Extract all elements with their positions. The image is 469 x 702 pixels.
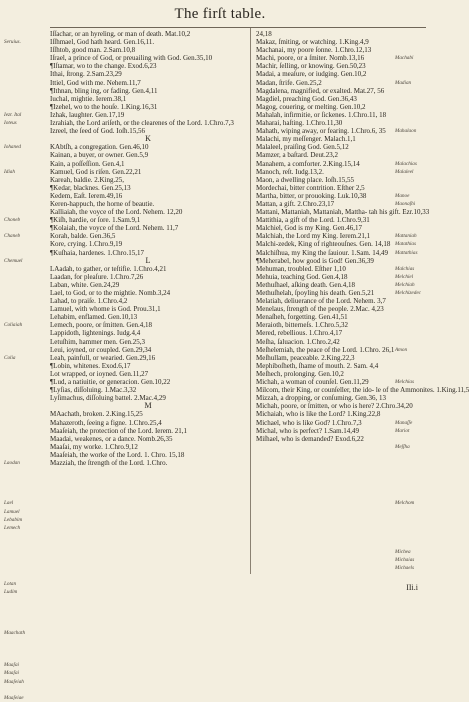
- margin-note: [395, 451, 439, 459]
- margin-note: [395, 321, 439, 329]
- dictionary-entry: Michah, a woman of counſel. Gen.11,29: [256, 378, 369, 387]
- margin-note: [395, 111, 439, 119]
- margin-note: [4, 54, 48, 62]
- dictionary-entry: Mered, rebellious. 1.Chro.4,17: [256, 329, 343, 338]
- margin-note: Iohaned: [4, 144, 21, 151]
- dictionary-entry: Lamuel, with whome is God. Prou.31,1: [50, 305, 161, 314]
- margin-note: Machabi: [395, 55, 414, 62]
- margin-note: Laodan: [4, 459, 20, 466]
- margin-note: [395, 508, 439, 516]
- margin-note: Lotan: [4, 581, 17, 588]
- margin-note: [4, 597, 48, 605]
- margin-note: Maachath: [4, 629, 26, 636]
- margin-note: Mattaniah: [395, 233, 417, 240]
- margin-note: [4, 151, 48, 159]
- margin-note: [395, 216, 439, 224]
- margin-note: [4, 208, 48, 216]
- margin-note: [395, 516, 439, 524]
- margin-note: [4, 135, 48, 143]
- dictionary-entry: Korah, balde. Gen.36,5: [50, 232, 116, 241]
- dictionary-entry: Maon, a dwelling place. Ioſh.15,55: [256, 175, 354, 184]
- dictionary-entry: Makaz, ſmiting, or watching. 1.King.4,9: [256, 38, 369, 47]
- dictionary-entry: Lyſimachus, diſſoluing battel. 2.Mac.4,29: [50, 394, 166, 403]
- margin-note: [4, 273, 48, 281]
- margin-note: [4, 176, 48, 184]
- margin-note: [395, 410, 439, 418]
- dictionary-entry: ¶Lud, a natiuitie, or generacion. Gen.10,22: [50, 378, 171, 387]
- margin-note: [4, 95, 48, 103]
- dictionary-entry: MAachath, broken. 2.King.15,25: [50, 410, 143, 419]
- margin-note: [4, 103, 48, 111]
- margin-note: Mariot: [395, 427, 410, 434]
- margin-note: [4, 637, 48, 645]
- margin-note: [4, 613, 48, 621]
- dictionary-entry: Michaiah, who is like the Lord? 1.King.22,8: [256, 410, 381, 419]
- dictionary-entry: ¶Kiſh, hardie, or ſore. 1.Sam.9,1: [50, 216, 141, 225]
- dictionary-entry: Letuſhim, hammer men. Gen.25,3: [50, 337, 146, 346]
- margin-note: [395, 362, 439, 370]
- margin-note: Meſſha: [395, 443, 410, 450]
- margin-note: [4, 564, 48, 572]
- margin-note: [4, 297, 48, 305]
- margin-note: Maaſai: [4, 670, 19, 677]
- margin-note: Maonaſhi: [395, 200, 416, 207]
- margin-note: Malaleel: [395, 168, 414, 175]
- page-signature: IIi.i: [406, 583, 418, 592]
- margin-note: [395, 338, 439, 346]
- margin-note: Melchiah: [395, 281, 415, 288]
- margin-note: [395, 394, 439, 402]
- margin-note: [395, 70, 439, 78]
- dictionary-entry: Laban, white. Gen.24,29: [50, 280, 120, 289]
- right-margin-notes: [395, 30, 439, 572]
- margin-note: [395, 435, 439, 443]
- dictionary-entry: Maaſai, my worke. 1.Chro.9,12: [50, 442, 138, 451]
- margin-note: [395, 119, 439, 127]
- margin-note: [4, 467, 48, 475]
- margin-note: Choneb: [4, 217, 21, 224]
- margin-note: [395, 184, 439, 192]
- dictionary-entry: Maadai, weakenes, or a dance. Nomb.26,35: [50, 434, 173, 443]
- margin-note: Amon: [395, 346, 408, 353]
- dictionary-entry: Mazziah, the ſtrength of the Lord. 1.Chro.: [50, 458, 168, 467]
- dictionary-entry: Methuſhael, aſking death. Gen.4,18: [256, 280, 355, 289]
- margin-note: Matathias: [395, 241, 417, 248]
- margin-note: [4, 435, 48, 443]
- margin-note: [395, 524, 439, 532]
- dictionary-entry: Malchiſhua, my King the ſauiour. 1.Sam. 14,49: [256, 248, 389, 257]
- margin-note: [4, 30, 48, 38]
- section-letter: M: [144, 401, 152, 411]
- dictionary-entry: Leah, painfull, or wearied. Gen.29,16: [50, 353, 156, 362]
- margin-note: Melchiel: [395, 273, 414, 280]
- margin-note: [395, 532, 439, 540]
- dictionary-entry: Miſhael, who is demanded? Exod.6,22: [256, 434, 364, 443]
- margin-note: [4, 329, 48, 337]
- dictionary-entry: Kedem, Eaſt. Ierem.49,16: [50, 191, 123, 200]
- margin-note: Malachias: [395, 160, 417, 167]
- margin-note: [395, 475, 439, 483]
- margin-note: [4, 427, 48, 435]
- dictionary-entry: Malchiah, the Lord my King. Ierem.21,1: [256, 232, 371, 241]
- dictionary-entry: Maaſeiah, the protection of the Lord. Ierem. 21,1: [50, 426, 188, 435]
- margin-note: [4, 346, 48, 354]
- margin-note: [4, 686, 48, 694]
- dictionary-entry: Lappidoth, lightenings. Iudg.4,4: [50, 329, 141, 338]
- margin-note: [395, 540, 439, 548]
- margin-note: [395, 224, 439, 232]
- dictionary-entry: Michah, poore, or ſmitten, or who is here? 2.Chro.34,20: [256, 402, 413, 411]
- dictionary-entry: Manahem, a comforter. 2.King.15,14: [256, 159, 360, 168]
- margin-note: Chaneb: [4, 233, 21, 240]
- dictionary-entry: Izrahiah, the Lord ariſeth, or the clearenes of the Lord. 1.Chro.7,3: [50, 119, 234, 128]
- margin-note: [395, 103, 439, 111]
- dictionary-entry: Martha, bitter, or prouoking. Luk.10,38: [256, 191, 367, 200]
- dictionary-entry: Mordechai, bitter contrition. Eſther 2,5: [256, 183, 365, 192]
- dictionary-entry: ¶Kuſhaia, hardenes. 1.Chro.15,17: [50, 248, 144, 257]
- dictionary-entry: Melatiah, deliuerance of the Lord. Nehem. 3,7: [256, 297, 386, 306]
- margin-note: [4, 362, 48, 370]
- margin-note: [4, 548, 48, 556]
- dictionary-entry: Manoch, reſt. Iudg.13,2.: [256, 167, 324, 176]
- margin-note: [4, 79, 48, 87]
- dictionary-entry: Lehabim, enflamed. Gen.10,13: [50, 313, 138, 322]
- margin-note: [395, 297, 439, 305]
- margin-note: [4, 605, 48, 613]
- margin-note: [395, 491, 439, 499]
- margin-note: [4, 224, 48, 232]
- margin-note: [395, 370, 439, 378]
- margin-note: [4, 127, 48, 135]
- margin-note: [395, 386, 439, 394]
- margin-note: [395, 313, 439, 321]
- dictionary-entry: ¶Kolaiah, the voyce of the Lord. Nehem. 11,7: [50, 224, 179, 233]
- margin-note: [395, 151, 439, 159]
- margin-note: [395, 62, 439, 70]
- dictionary-entry: Izreel, the ſeed of God. Ioſh.15,56: [50, 127, 146, 136]
- dictionary-entry: Malaleel, praiſing God. Gen.5,12: [256, 143, 349, 152]
- margin-note: Colia: [4, 354, 16, 361]
- section-letter: K: [145, 134, 151, 144]
- margin-note: Melchom: [395, 500, 415, 507]
- dictionary-entry: ¶Ithnan, bling ing, or fading. Gen.4,11: [50, 86, 158, 95]
- margin-note: [395, 467, 439, 475]
- dictionary-entry: Machanai, my poore ſonne. 1.Chro.12,13: [256, 46, 372, 55]
- margin-note: [4, 249, 48, 257]
- dictionary-entry: Malchi-zedek, King of righteouſnes. Gen. 14,18: [256, 240, 391, 249]
- dictionary-entry: Iſſhmael, God hath heard. Gen.16,11.: [50, 38, 155, 47]
- margin-note: [395, 87, 439, 95]
- margin-note: Melchizedec: [395, 290, 421, 296]
- page-title: The firſt table.: [174, 6, 266, 22]
- dictionary-entry: ¶Lyſias, diſſoluing. 1.Mac.3,32: [50, 386, 137, 395]
- dictionary-entry: Mephiboſheth, ſhame of mouth. 2. Sam. 4,4: [256, 361, 379, 370]
- margin-note: [395, 483, 439, 491]
- margin-note: [4, 645, 48, 653]
- dictionary-entry: Mehuman, troubled. Eſther 1,10: [256, 264, 346, 273]
- margin-note: [395, 46, 439, 54]
- dictionary-entry: Kamuel, God is riſen. Gen.22,21: [50, 167, 142, 176]
- dictionary-entry: Magdiel, preaching God. Gen.36,43: [256, 94, 357, 103]
- section-letter: L: [145, 255, 151, 265]
- dictionary-entry: Meraioth, bitterneſs. 1.Chro.5,32: [256, 321, 348, 330]
- margin-note: [4, 443, 48, 451]
- margin-note: [395, 402, 439, 410]
- margin-note: [4, 386, 48, 394]
- margin-note: Lamuel: [4, 508, 20, 515]
- dictionary-entry: Meſhelemiah, the peace of the Lord. 1.Chro. 26,1: [256, 345, 395, 354]
- dictionary-entry: Mattan, a gift. 2.Chro.23,17: [256, 199, 335, 208]
- margin-note: [395, 459, 439, 467]
- dictionary-entry: Lot wrapped, or ioyned. Gen.11,27: [50, 369, 149, 378]
- dictionary-entry: Mattani, Mattaniah, Mattaniah, Mattha- tah his gift. Ezr.10,33: [256, 208, 430, 217]
- margin-note: Iezr. Ital: [4, 111, 22, 118]
- dictionary-entry: Ittiel, God with me. Nehem.11,7: [50, 78, 141, 87]
- margin-note: Lebabim: [4, 516, 23, 523]
- margin-note: [4, 240, 48, 248]
- dictionary-entry: Laadan, for pleaſure. 1.Chro.7,26: [50, 272, 144, 281]
- margin-note: [395, 257, 439, 265]
- margin-note: Mahalaon: [395, 128, 417, 135]
- margin-note: Lael: [4, 500, 14, 507]
- margin-note: [4, 556, 48, 564]
- dictionary-entry: Maharai, haſting. 1.Chro.11,30: [256, 119, 343, 128]
- margin-note: [4, 281, 48, 289]
- margin-note: Ioteus: [4, 120, 17, 127]
- margin-note: [4, 572, 48, 580]
- dictionary-entry: Iſrael, a prince of God, or preuailing with God. Gen.35,10: [50, 54, 213, 63]
- margin-note: [4, 410, 48, 418]
- margin-note: [395, 305, 439, 313]
- dictionary-entry: Menaſheh, forgetting. Gen.41,51: [256, 313, 348, 322]
- margin-note: [4, 491, 48, 499]
- dictionary-entry: Izhak, laughter. Gen.17,19: [50, 110, 125, 119]
- dictionary-entry: Malachi, my meſſenger. Malach.1,1: [256, 135, 356, 144]
- dictionary-entry: Mahath, wiping away, or fearing. 1.Chro.6, 35: [256, 127, 386, 136]
- dictionary-entry: Mamzer, a baſtard. Deut.23,2: [256, 151, 338, 160]
- margin-note: [4, 394, 48, 402]
- left-margin-notes: [4, 30, 48, 702]
- dictionary-entry: Meſha, ſaluacion. 1.Chro.2,42: [256, 337, 340, 346]
- margin-note: [395, 38, 439, 46]
- margin-note: [4, 313, 48, 321]
- margin-note: [4, 483, 48, 491]
- margin-note: Maaſeiah: [4, 678, 24, 685]
- dictionary-entry: Machir, ſelling, or knowing. Gen.50,23: [256, 62, 366, 71]
- dictionary-entry: Meſhech, prolonging. Gen.10,2: [256, 369, 344, 378]
- margin-note: [4, 653, 48, 661]
- margin-note: [4, 62, 48, 70]
- margin-note: [395, 143, 439, 151]
- dictionary-entry: Lemech, poore, or ſmitten. Gen.4,18: [50, 321, 153, 330]
- margin-note: [4, 200, 48, 208]
- margin-note: [395, 30, 439, 38]
- margin-note: Maaſai: [4, 662, 19, 669]
- dictionary-entry: Milcom, their King, or counſeller, the ido- le of the Ammonites. 1.King.11,5: [256, 386, 469, 395]
- dictionary-entry: Magog, couering, or melting. Gen.10,2: [256, 102, 366, 111]
- dictionary-entry: ¶Lobin, whitenes. Exod.6,17: [50, 361, 131, 370]
- margin-note: Manoe: [395, 192, 410, 199]
- margin-note: [395, 208, 439, 216]
- dictionary-entry: Keren-happuch, the horne of beautie.: [50, 199, 155, 208]
- margin-note: [4, 192, 48, 200]
- margin-note: [4, 451, 48, 459]
- margin-note: Chemuel: [4, 257, 23, 264]
- dictionary-entry: ¶Meherabel, how good is God! Gen.36,39: [256, 256, 374, 265]
- dictionary-entry: Kainan, a buyer, or owner. Gen.5,9: [50, 151, 149, 160]
- dictionary-entry: Meſhullam, peaceable. 2.King.22,3: [256, 353, 355, 362]
- margin-note: Ludim: [4, 589, 18, 596]
- margin-note: [4, 87, 48, 95]
- dictionary-entry: Ithai, ſtrong. 2.Sam.23,29: [50, 70, 122, 79]
- dictionary-entry: Kalliaiah, the voyce of the Lord. Nehem. 12,20: [50, 208, 183, 217]
- dictionary-entry: Michal, who is perfect? 1.Sam.14,49: [256, 426, 360, 435]
- dictionary-entry: LAadah, to gather, or teſtifie. 1.Chro.4,21: [50, 264, 167, 273]
- margin-note: [4, 540, 48, 548]
- dictionary-entry: Madan, ſtrife. Gen.25,2: [256, 78, 322, 87]
- margin-note: [4, 265, 48, 273]
- margin-note: [4, 378, 48, 386]
- margin-note: [395, 95, 439, 103]
- dictionary-entry: Methuſhelah, ſpoyling his death. Gen.5,21: [256, 289, 375, 297]
- dictionary-entry: Mattithia, a gift of the Lord. 1.Chro.9,31: [256, 216, 370, 225]
- margin-note: [4, 532, 48, 540]
- margin-note: [4, 621, 48, 629]
- margin-note: Michea: [395, 549, 411, 555]
- dictionary-entry: ¶Izehel, wo to the houſe. 1.King.16,31: [50, 102, 158, 111]
- dictionary-entry: Madai, a meaſure, or iudging. Gen.10,2: [256, 70, 367, 79]
- top-rule: [50, 27, 426, 28]
- margin-note: [4, 46, 48, 54]
- margin-note: Idiah: [4, 168, 15, 175]
- dictionary-entry: Mahalah, infirmitie, or ſickenes. 1.Chro.11, 18: [256, 110, 387, 119]
- margin-note: [4, 419, 48, 427]
- margin-note: [395, 354, 439, 362]
- dictionary-entry: Mahazeroth, ſeeing a figne. 1.Chro.25,4: [50, 418, 162, 427]
- dictionary-entry: Kareah, baldie. 2.King.25,: [50, 175, 125, 184]
- margin-note: Malchias: [395, 265, 415, 272]
- dictionary-entry: Magdalena, magnified, or exalted. Mat.27, 56: [256, 86, 385, 95]
- margin-note: Lemech: [4, 524, 21, 531]
- margin-note: [4, 305, 48, 313]
- margin-note: [395, 176, 439, 184]
- dictionary-entry: 24,18: [256, 30, 272, 38]
- dictionary-entry: KAbtſh, a congregation. Gen.46,10: [50, 143, 149, 152]
- dictionary-entry: Kore, crying. 1.Chro.9,19: [50, 240, 123, 249]
- dictionary-entry: Machi, poore, or a ſmiter. Nomb.13,16: [256, 54, 365, 63]
- margin-note: [4, 289, 48, 297]
- dictionary-entry: Mehuia, teaching God. Gen.4,18: [256, 272, 348, 281]
- margin-note: Madian: [395, 79, 412, 86]
- margin-note: Melchias: [395, 379, 415, 386]
- margin-note: [4, 160, 48, 168]
- margin-note: [395, 135, 439, 143]
- dictionary-entry: Mizzah, a dropping, or conſuming. Gen.36, 13: [256, 394, 387, 403]
- dictionary-entry: ¶Iſtamar, wo to the change. Exod.6,23: [50, 62, 157, 71]
- margin-note: [4, 475, 48, 483]
- dictionary-entry: Menelaus, ſtrength of the people. 2.Mac. 4,23: [256, 305, 384, 314]
- dictionary-entry: Michael, who is like God? 1.Chro.7,3: [256, 418, 362, 427]
- margin-note: Coliaiah: [4, 322, 23, 329]
- margin-note: Maaſeiae: [4, 694, 24, 701]
- dictionary-entry: Maaſeiah, the worke of the Lord. 1. Chro. 15,18: [50, 450, 185, 459]
- dictionary-entry: Malchiel, God is my King. Gen.46,17: [256, 224, 362, 233]
- margin-note: [4, 70, 48, 78]
- dictionary-entry: Iuchal, mightie. Ierem.38,1: [50, 94, 127, 103]
- margin-note: [395, 329, 439, 337]
- margin-note: Mattathias: [395, 249, 418, 256]
- margin-note: [4, 184, 48, 192]
- margin-note: [4, 402, 48, 410]
- dictionary-entry: ¶Kedar, blacknes. Gen.25,13: [50, 183, 131, 192]
- dictionary-entry: Lael, to God, or to the mightie. Nomb.3,24: [50, 289, 171, 297]
- margin-note: Manaſſe: [395, 419, 413, 426]
- margin-note: [4, 338, 48, 346]
- dictionary-entry: Iſſachar, or an hyreling, or man of death. Mat.10,2: [50, 30, 191, 38]
- margin-note: [4, 370, 48, 378]
- margin-note: Michaias: [395, 557, 415, 564]
- dictionary-entry: Kain, a poſſeſſion. Gen.4,1: [50, 159, 125, 168]
- dictionary-entry: Iſſhtob, good man. 2.Sam.10,8: [50, 46, 136, 55]
- dictionary-entry: Lahad, to praiſe. 1.Chro.4,2: [50, 297, 128, 306]
- dictionary-entry: Leui, ioyned, or coupled. Gen.29,34: [50, 345, 152, 354]
- column-divider: [250, 28, 251, 574]
- margin-note: Michaels: [395, 565, 415, 572]
- left-column: [50, 30, 246, 467]
- margin-note: Seruius.: [4, 39, 21, 46]
